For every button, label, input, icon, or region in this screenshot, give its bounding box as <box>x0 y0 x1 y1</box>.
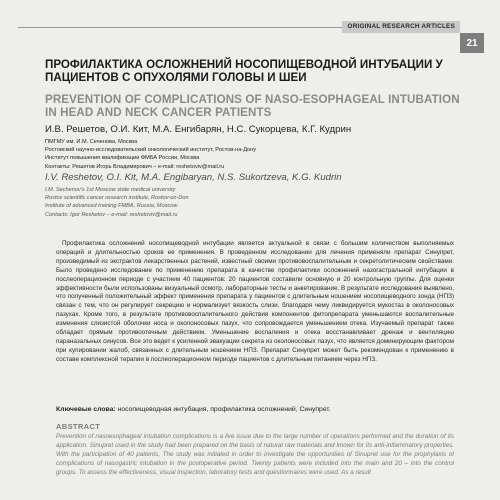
keywords-label: Ключевые слова: <box>56 406 116 413</box>
article-title-en: PREVENTION OF COMPLICATIONS OF NASO-ESOPHAGEAL INTUBATION IN HEAD AND NECK CANCER PATIENTS <box>45 93 460 119</box>
affiliation-line: Rostov scientific cancer research institute, Rostov-on-Don <box>45 195 189 202</box>
abstract-en: Prevention of nasoesophageal intubation complications is a live issue due to the large number of operations performed and the duration of its application. Sinupret used in the study had been prepared on the basis of natural raw materials and known for its anti-inflammatory properties. With the participation of 40 patients, The study was initiated in order to investigate the opportunities of Sinupret use for the prophylaxis of complications of nasogastric intubation in the postoperative period. Twenty patients were included into the main and 20 – into the control groups. To assess the effectiveness, visual inspection, laboratory tests and questionnaires were used. As a result <box>56 433 454 476</box>
keywords-list: носопищеводная интубация, профилактика осложнений, Синупрет. <box>117 406 331 413</box>
affiliations-en <box>45 186 465 219</box>
abstract-heading-en: ABSTRACT <box>56 422 101 431</box>
affiliation-line: I.M. Sechenov's 1st Moscow state medical university <box>45 187 176 193</box>
affiliation-line: ПМГМУ им. И.М. Сеченова, Москва <box>45 139 138 145</box>
section-header <box>0 21 500 33</box>
keywords-ru <box>56 406 454 413</box>
article-title-ru: ПРОФИЛАКТИКА ОСЛОЖНЕНИЙ НОСОПИЩЕВОДНОЙ ИНТУБАЦИИ У ПАЦИЕНТОВ С ОПУХОЛЯМИ ГОЛОВЫ И ШЕИ <box>45 58 443 84</box>
contact-line: Контакты: Решетов Игорь Владимирович – e-mail: reshetoviv@mail.ru <box>45 163 225 170</box>
affiliation-line: Институт повышения квалификации ФМБА России, Москва <box>45 155 200 162</box>
affiliation-line: Ростовский научно-исследовательский онкологический институт, Ростов-на-Дону <box>45 147 257 154</box>
affiliation-line: Institute of advanced training FMBA, Russia, Moscow <box>45 203 178 210</box>
abstract-ru: Профилактика осложнений носопищеводной интубации является актуальной в связи с большим количеством выполняемых операций и длительностью сроков ее применения. В проведенном исследовании для лечения применяли препарат Синупрет, произведимый из экстрактов лекарственных растений, известный своими противовоспалительным и секретолитическим свойствами. Было проведено исследование по применению препарата в качестве профилактики осложнений назогастральной интубации в послеоперационном периоде с участием 40 пациентов: 20 пациентов составили основную и 20 контрольную группы. Для оценки эффективности были использованы визуальный осмотр, лабораторные тесты и анкетирование. В результате исследования выявлено, что полученный положительный эффект применения препарата у пациентов с длительным ношением носопищеводного зонда (НПЗ) связан с тем, что он регулирует секрецию и нормализует вязкость слизи, благодаря чему ликвидируется мукостаз в околоносовых пазухах. Кроме того, в результате противовоспалительного действия компонентов фитопрепарата уменьшаются воспалительные изменения слизистой оболочки носа и околоносовых пазух, что сопровождается уменьшением отека. Изучаемый препарат также обладает прямым противоотечным действием. Уменьшение воспаления и отека восстанавливает дренаж и вентиляцию параназальных синусов. Все это ведет к усиленной эвакуации секрета из околоносовых пазух, что является доминирующим фактором при купировании жалоб, связанных с длительным ношением НПЗ. Препарат Синупрет может быть рекомендован к применению в составе комплексной терапии в послеоперационном периоде пациентов с длительным питанием через НПЗ. <box>56 240 454 363</box>
page-number: 21 <box>460 33 484 53</box>
authors-ru: И.В. Решетов, О.И. Кит, М.А. Енгибарян, Н.С. Сукорцева, К.Г. Кудрин <box>45 124 352 135</box>
authors-en: I.V. Reshetov, O.I. Kit, M.A. Engibaryan, N.S. Sukortzeva, K.G. Kudrin <box>45 172 342 183</box>
affiliations-ru <box>45 138 465 171</box>
contact-line: Contacts: Igor Reshetov – e-mail: reshetoviv@mail.ru <box>45 211 178 218</box>
section-label: ORIGINAL RESEARCH ARTICLES <box>342 21 460 33</box>
